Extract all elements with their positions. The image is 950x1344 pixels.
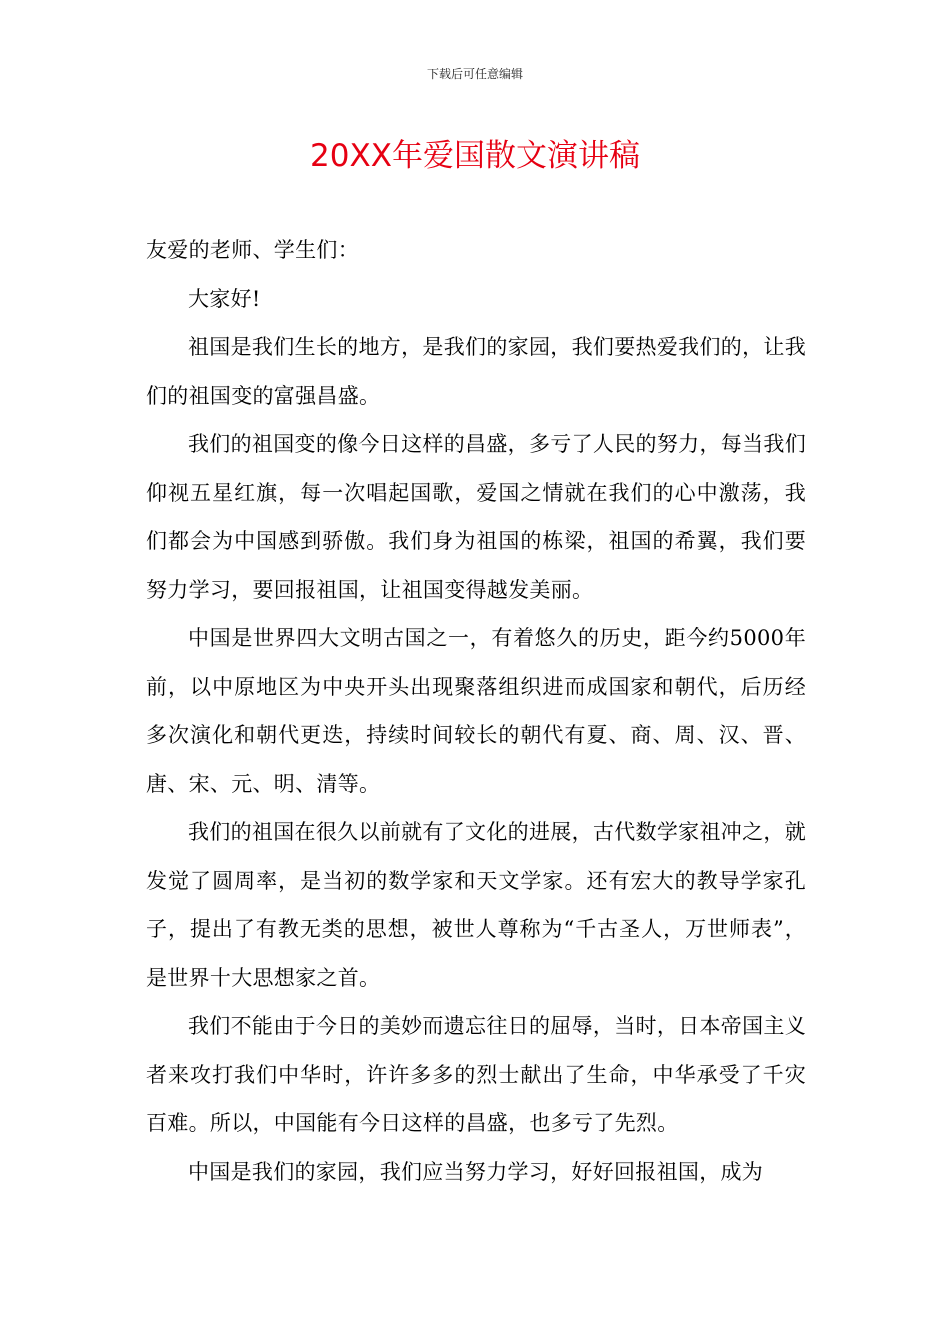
paragraph-culture: 我们的祖国在很久以前就有了文化的进展，古代数学家祖冲之，就发觉了圆周率，是当初的数学家和天文学家。还有宏大的教导学家孔子，提出了有教无类的思想，被世人尊称为“千古圣人，万世师表”，是世界十大思想家之首。 [146,820,806,990]
paragraph-greeting: 大家好! [188,286,261,311]
header-note: 下载后可任意编辑 [426,67,523,81]
document-body [146,226,806,1196]
salutation: 友爱的老师、学生们： [146,238,359,262]
paragraph-homeland: 祖国是我们生长的地方，是我们的家园，我们要热爱我们的，让我们的祖国变的富强昌盛。 [146,335,806,408]
paragraph-martyrs: 我们不能由于今日的美妙而遗忘往日的屈辱，当时，日本帝国主义者来攻打我们中华时，许许多多的烈士献出了生命，中华承受了千灾百难。所以，中国能有今日这样的昌盛，也多亏了先烈。 [146,1014,806,1135]
paragraph-prosperity: 我们的祖国变的像今日这样的昌盛，多亏了人民的努力，每当我们仰视五星红旗，每一次唱起国歌，爱国之情就在我们的心中激荡，我们都会为中国感到骄傲。我们身为祖国的栋梁，祖国的希翼，我们要努力学习，要回报祖国，让祖国变得越发美丽。 [146,432,806,602]
paragraph-conclusion: 中国是我们的家园，我们应当努力学习，好好回报祖国，成为 [188,1159,764,1184]
paragraph-history: 中国是世界四大文明古国之一，有着悠久的历史，距今约5000年前，以中原地区为中央开头出现聚落组织进而成国家和朝代，后历经多次演化和朝代更迭，持续时间较长的朝代有夏、商、周、汉、晋、唐、宋、元、明、清等。 [146,626,806,796]
document-title: 20XX年爱国散文演讲稿 [310,138,640,174]
